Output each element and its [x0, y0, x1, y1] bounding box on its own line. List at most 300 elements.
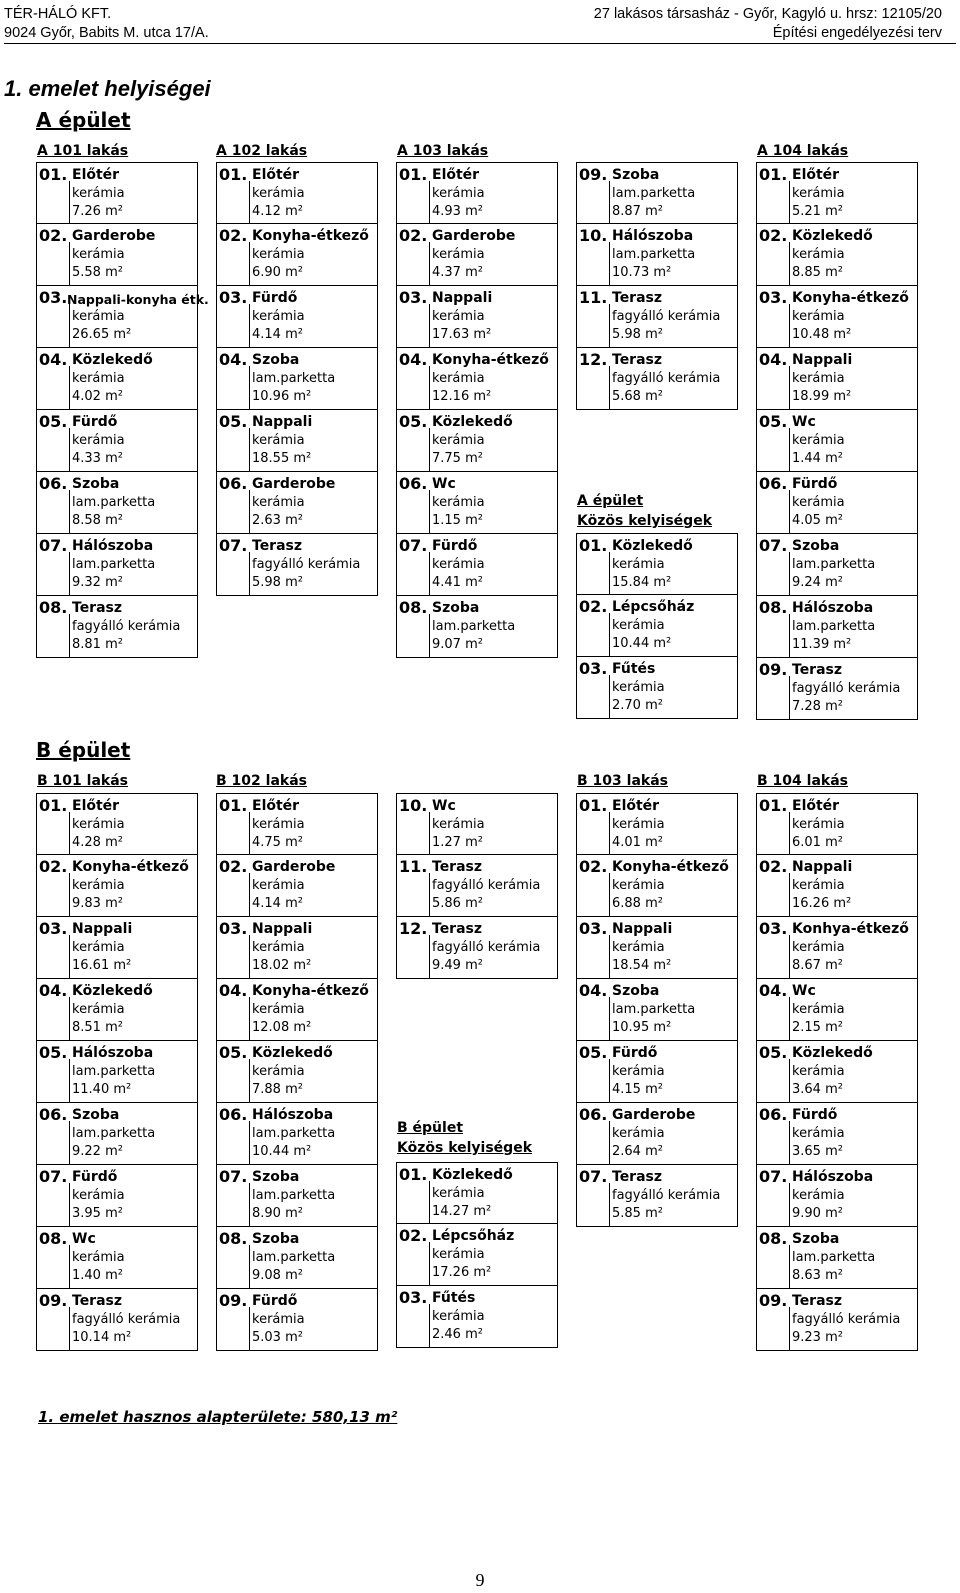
room-area: 4.28 m²	[72, 835, 123, 850]
room-name: Közlekedő	[72, 352, 153, 368]
room-area: 4.14 m²	[252, 896, 303, 911]
apartment-title: B 104 lakás	[757, 773, 848, 789]
room-name: Közlekedő	[252, 1045, 333, 1061]
room-number: 03.	[219, 919, 248, 938]
room-floor-material: kerámia	[792, 878, 845, 893]
room-area: 7.88 m²	[252, 1082, 303, 1097]
room-number: 05.	[39, 1043, 68, 1062]
room-floor-material: lam.parketta	[72, 1064, 156, 1079]
room-table-a-common	[576, 533, 738, 719]
room-area: 7.28 m²	[792, 699, 843, 714]
room-floor-material: fagyálló kerámia	[432, 940, 541, 955]
room-name: Közlekedő	[432, 1167, 513, 1183]
cell-divider	[789, 1183, 790, 1226]
room-name: Terasz	[792, 662, 843, 678]
room-area: 5.58 m²	[72, 265, 123, 280]
room-name: Előtér	[252, 798, 300, 814]
cell-divider	[429, 873, 430, 916]
room-number: 08.	[759, 1229, 788, 1248]
cell-divider	[69, 552, 70, 595]
room-area: 4.14 m²	[252, 327, 303, 342]
room-entry	[577, 979, 737, 1041]
cell-divider	[429, 1242, 430, 1285]
room-number: 08.	[759, 598, 788, 617]
building-b-title: B épület	[36, 738, 131, 762]
room-number: 03.	[39, 288, 68, 307]
cell-divider	[249, 1245, 250, 1288]
cell-divider	[609, 1059, 610, 1102]
room-name: Fűtés	[432, 1290, 476, 1306]
room-area: 1.15 m²	[432, 513, 483, 528]
room-number: 02.	[399, 226, 428, 245]
room-area: 5.98 m²	[252, 575, 303, 590]
room-number: 09.	[219, 1291, 248, 1310]
room-floor-material: kerámia	[252, 1312, 305, 1327]
room-number: 02.	[219, 857, 248, 876]
room-floor-material: kerámia	[252, 1064, 305, 1079]
cell-divider	[789, 997, 790, 1040]
room-name: Terasz	[612, 352, 663, 368]
room-number: 03.	[399, 288, 428, 307]
room-entry	[757, 658, 917, 720]
room-entry	[757, 917, 917, 979]
room-entry	[397, 1224, 557, 1286]
room-name: Fürdő	[252, 1293, 298, 1309]
room-entry	[217, 1227, 377, 1289]
room-entry	[757, 1041, 917, 1103]
cell-divider	[789, 366, 790, 409]
room-name: Terasz	[432, 921, 483, 937]
room-floor-material: lam.parketta	[72, 495, 156, 510]
room-entry	[37, 979, 197, 1041]
room-number: 04.	[219, 981, 248, 1000]
room-floor-material: fagyálló kerámia	[792, 681, 901, 696]
room-name: Nappali	[792, 859, 853, 875]
room-floor-material: lam.parketta	[792, 1250, 876, 1265]
cell-divider	[69, 1245, 70, 1288]
room-entry	[397, 286, 557, 348]
cell-divider	[609, 1121, 610, 1164]
room-area: 2.64 m²	[612, 1144, 663, 1159]
room-entry	[37, 917, 197, 979]
room-area: 2.70 m²	[612, 698, 663, 713]
room-name: Szoba	[792, 1231, 840, 1247]
room-entry	[217, 793, 377, 855]
room-number: 02.	[39, 226, 68, 245]
floor-title: 1. emelet helyiségei	[4, 76, 211, 101]
room-floor-material: lam.parketta	[612, 247, 696, 262]
apartment-title: A 102 lakás	[216, 143, 308, 159]
room-floor-material: fagyálló kerámia	[792, 1312, 901, 1327]
room-entry	[577, 224, 737, 286]
room-area: 4.15 m²	[612, 1082, 663, 1097]
room-number: 12.	[399, 919, 428, 938]
room-name: Hálószoba	[72, 538, 154, 554]
room-number: 08.	[399, 598, 428, 617]
room-area: 18.02 m²	[252, 958, 312, 973]
room-floor-material: fagyálló kerámia	[612, 309, 721, 324]
room-floor-material: fagyálló kerámia	[252, 557, 361, 572]
room-area: 4.37 m²	[432, 265, 483, 280]
cell-divider	[429, 812, 430, 854]
room-number: 09.	[759, 660, 788, 679]
apartment-title: B 103 lakás	[577, 773, 668, 789]
room-floor-material: kerámia	[432, 495, 485, 510]
room-number: 01.	[759, 796, 788, 815]
room-area: 16.26 m²	[792, 896, 852, 911]
room-name: Szoba	[252, 1169, 300, 1185]
room-name: Előtér	[72, 798, 120, 814]
room-area: 10.96 m²	[252, 389, 312, 404]
room-entry	[757, 793, 917, 855]
room-area: 16.61 m²	[72, 958, 132, 973]
room-floor-material: kerámia	[432, 186, 485, 201]
room-entry	[37, 534, 197, 596]
room-area: 9.08 m²	[252, 1268, 303, 1283]
room-number: 02.	[579, 857, 608, 876]
building-b-common-label	[397, 1118, 532, 1158]
cell-divider	[69, 490, 70, 533]
room-floor-material: kerámia	[612, 940, 665, 955]
cell-divider	[429, 242, 430, 285]
cell-divider	[249, 304, 250, 347]
room-name: Nappali	[252, 414, 313, 430]
apartment-title: A 104 lakás	[757, 143, 849, 159]
room-floor-material: kerámia	[252, 495, 305, 510]
room-number: 01.	[399, 165, 428, 184]
cell-divider	[609, 675, 610, 718]
room-entry	[577, 286, 737, 348]
room-floor-material: lam.parketta	[612, 1002, 696, 1017]
room-floor-material: kerámia	[792, 1126, 845, 1141]
room-area: 1.40 m²	[72, 1268, 123, 1283]
room-area: 5.03 m²	[252, 1330, 303, 1345]
room-area: 9.83 m²	[72, 896, 123, 911]
room-number: 05.	[39, 412, 68, 431]
room-area: 1.44 m²	[792, 451, 843, 466]
header-rule	[4, 43, 956, 44]
cell-divider	[69, 614, 70, 657]
room-floor-material: kerámia	[792, 433, 845, 448]
room-floor-material: lam.parketta	[72, 1126, 156, 1141]
room-table-b102-cont	[396, 793, 558, 979]
room-name: Szoba	[72, 1107, 120, 1123]
room-number: 01.	[39, 165, 68, 184]
cell-divider	[69, 1307, 70, 1350]
room-name: Fürdő	[72, 1169, 118, 1185]
room-name: Hálószoba	[612, 228, 694, 244]
cell-divider	[429, 366, 430, 409]
room-number: 05.	[759, 412, 788, 431]
room-area: 8.67 m²	[792, 958, 843, 973]
room-entry	[757, 534, 917, 596]
room-entry	[37, 596, 197, 658]
room-number: 03.	[399, 1288, 428, 1307]
room-area: 3.64 m²	[792, 1082, 843, 1097]
room-name: Közlekedő	[72, 983, 153, 999]
room-entry	[37, 410, 197, 472]
room-entry	[577, 657, 737, 719]
room-table-b104	[756, 793, 918, 1351]
cell-divider	[609, 613, 610, 656]
room-area: 10.95 m²	[612, 1020, 672, 1035]
room-entry	[217, 348, 377, 410]
room-floor-material: kerámia	[252, 309, 305, 324]
room-name: Nappali	[792, 352, 853, 368]
room-entry	[397, 855, 557, 917]
room-name: Wc	[792, 983, 816, 999]
room-floor-material: kerámia	[72, 1250, 125, 1265]
room-entry	[757, 472, 917, 534]
room-number: 12.	[579, 350, 608, 369]
room-number: 07.	[39, 1167, 68, 1186]
room-number: 11.	[399, 857, 428, 876]
room-number: 09.	[39, 1291, 68, 1310]
cell-divider	[249, 812, 250, 854]
room-floor-material: kerámia	[612, 557, 665, 572]
room-floor-material: kerámia	[432, 1186, 485, 1201]
room-floor-material: lam.parketta	[252, 371, 336, 386]
room-entry	[217, 979, 377, 1041]
room-table-a104	[756, 162, 918, 720]
room-entry	[37, 1227, 197, 1289]
room-entry	[37, 286, 209, 348]
room-number: 02.	[39, 857, 68, 876]
cell-divider	[69, 873, 70, 916]
room-number: 01.	[579, 796, 608, 815]
cell-divider	[69, 1121, 70, 1164]
room-area: 11.39 m²	[792, 637, 852, 652]
room-number: 06.	[759, 1105, 788, 1124]
cell-divider	[249, 428, 250, 471]
apartment-title: B 101 lakás	[37, 773, 128, 789]
room-area: 10.73 m²	[612, 265, 672, 280]
cell-divider	[789, 1245, 790, 1288]
room-table-a102	[216, 162, 378, 596]
room-entry	[37, 1165, 197, 1227]
room-name: Szoba	[612, 983, 660, 999]
room-entry	[397, 348, 557, 410]
cell-divider	[249, 997, 250, 1040]
room-floor-material: kerámia	[72, 371, 125, 386]
building-a-common-label	[577, 491, 712, 531]
cell-divider	[609, 1183, 610, 1226]
room-number: 08.	[39, 598, 68, 617]
room-area: 2.46 m²	[432, 1327, 483, 1342]
room-entry	[217, 410, 377, 472]
room-floor-material: kerámia	[612, 680, 665, 695]
room-name: Fürdő	[612, 1045, 658, 1061]
room-floor-material: kerámia	[72, 186, 125, 201]
common-building-name: B épület	[397, 1120, 464, 1136]
cell-divider	[69, 304, 70, 347]
room-floor-material: kerámia	[72, 247, 125, 262]
room-number: 04.	[39, 350, 68, 369]
room-number: 07.	[219, 1167, 248, 1186]
room-floor-material: kerámia	[72, 817, 125, 832]
room-name: Wc	[432, 476, 456, 492]
room-name: Nappali	[252, 921, 313, 937]
page-number: 9	[475, 1570, 485, 1590]
room-entry	[397, 917, 557, 979]
room-entry	[397, 162, 557, 224]
cell-divider	[789, 1121, 790, 1164]
company-name: TÉR-HÁLÓ KFT.	[4, 6, 112, 22]
room-name: Közlekedő	[792, 1045, 873, 1061]
room-number: 02.	[759, 226, 788, 245]
cell-divider	[789, 242, 790, 285]
room-entry	[37, 1041, 197, 1103]
room-entry	[757, 224, 917, 286]
cell-divider	[249, 935, 250, 978]
room-entry	[397, 1162, 557, 1224]
room-table-a103-cont	[576, 162, 738, 410]
room-number: 10.	[579, 226, 608, 245]
room-number: 09.	[759, 1291, 788, 1310]
room-entry	[577, 917, 737, 979]
room-area: 8.63 m²	[792, 1268, 843, 1283]
room-area: 8.87 m²	[612, 204, 663, 219]
room-area: 8.51 m²	[72, 1020, 123, 1035]
room-number: 01.	[219, 796, 248, 815]
cell-divider	[609, 304, 610, 347]
room-floor-material: kerámia	[792, 1002, 845, 1017]
room-floor-material: kerámia	[72, 433, 125, 448]
room-floor-material: kerámia	[72, 878, 125, 893]
room-entry	[577, 595, 737, 657]
room-entry	[37, 348, 197, 410]
room-number: 08.	[39, 1229, 68, 1248]
room-floor-material: kerámia	[792, 1064, 845, 1079]
room-number: 05.	[759, 1043, 788, 1062]
room-number: 01.	[39, 796, 68, 815]
room-number: 04.	[759, 350, 788, 369]
plan-type: Építési engedélyezési terv	[772, 25, 942, 41]
room-entry	[217, 472, 377, 534]
room-area: 18.54 m²	[612, 958, 672, 973]
room-name: Fürdő	[432, 538, 478, 554]
cell-divider	[609, 935, 610, 978]
cell-divider	[789, 552, 790, 595]
room-name: Előtér	[72, 167, 120, 183]
room-number: 02.	[219, 226, 248, 245]
room-number: 06.	[219, 1105, 248, 1124]
room-entry	[217, 1041, 377, 1103]
room-area: 5.98 m²	[612, 327, 663, 342]
room-entry	[577, 855, 737, 917]
room-table-b101	[36, 793, 198, 1351]
room-name: Hálószoba	[792, 1169, 874, 1185]
room-table-b103	[576, 793, 738, 1227]
cell-divider	[789, 181, 790, 223]
room-area: 3.65 m²	[792, 1144, 843, 1159]
room-entry	[37, 162, 197, 224]
room-number: 03.	[579, 919, 608, 938]
room-floor-material: kerámia	[432, 557, 485, 572]
room-number: 06.	[759, 474, 788, 493]
room-floor-material: kerámia	[792, 247, 845, 262]
room-entry	[397, 534, 557, 596]
room-area: 4.02 m²	[72, 389, 123, 404]
room-floor-material: lam.parketta	[72, 557, 156, 572]
cell-divider	[609, 242, 610, 285]
room-number: 02.	[579, 597, 608, 616]
room-area: 26.65 m²	[72, 327, 132, 342]
cell-divider	[429, 428, 430, 471]
room-floor-material: lam.parketta	[252, 1250, 336, 1265]
cell-divider	[429, 490, 430, 533]
room-entry	[757, 286, 917, 348]
room-name: Előtér	[252, 167, 300, 183]
room-floor-material: kerámia	[252, 186, 305, 201]
room-entry	[217, 917, 377, 979]
room-area: 5.21 m²	[792, 204, 843, 219]
room-area: 9.23 m²	[792, 1330, 843, 1345]
room-name: Szoba	[252, 352, 300, 368]
cell-divider	[429, 552, 430, 595]
room-number: 01.	[399, 1165, 428, 1184]
room-number: 06.	[219, 474, 248, 493]
room-name: Hálószoba	[252, 1107, 334, 1123]
room-area: 11.40 m²	[72, 1082, 132, 1097]
room-area: 18.99 m²	[792, 389, 852, 404]
room-floor-material: kerámia	[612, 1064, 665, 1079]
room-entry	[757, 348, 917, 410]
room-entry	[397, 410, 557, 472]
apartment-title: B 102 lakás	[216, 773, 307, 789]
room-entry	[757, 162, 917, 224]
cell-divider	[789, 676, 790, 719]
room-floor-material: kerámia	[792, 371, 845, 386]
room-name: Konyha-étkező	[72, 859, 189, 875]
apartment-title: A 103 lakás	[397, 143, 489, 159]
room-floor-material: kerámia	[612, 1126, 665, 1141]
room-name: Nappali	[612, 921, 673, 937]
room-area: 8.85 m²	[792, 265, 843, 280]
room-area: 5.86 m²	[432, 896, 483, 911]
room-area: 4.75 m²	[252, 835, 303, 850]
room-entry	[757, 855, 917, 917]
room-name: Konyha-étkező	[612, 859, 729, 875]
cell-divider	[789, 1059, 790, 1102]
room-number: 03.	[759, 288, 788, 307]
company-address: 9024 Győr, Babits M. utca 17/A.	[4, 25, 209, 41]
cell-divider	[609, 366, 610, 409]
cell-divider	[69, 1183, 70, 1226]
room-area: 9.49 m²	[432, 958, 483, 973]
apartment-title: A 101 lakás	[37, 143, 129, 159]
room-floor-material: lam.parketta	[612, 186, 696, 201]
cell-divider	[789, 935, 790, 978]
room-name: Wc	[432, 798, 456, 814]
room-floor-material: kerámia	[432, 433, 485, 448]
room-floor-material: kerámia	[792, 186, 845, 201]
room-floor-material: kerámia	[252, 878, 305, 893]
room-floor-material: kerámia	[252, 247, 305, 262]
room-number: 03.	[219, 288, 248, 307]
room-name: Közlekedő	[612, 538, 693, 554]
room-number: 07.	[759, 1167, 788, 1186]
cell-divider	[429, 614, 430, 657]
room-floor-material: fagyálló kerámia	[432, 878, 541, 893]
room-name: Hálószoba	[792, 600, 874, 616]
room-name: Konyha-étkező	[252, 228, 369, 244]
room-area: 18.55 m²	[252, 451, 312, 466]
cell-divider	[69, 242, 70, 285]
room-entry	[217, 286, 377, 348]
room-name: Nappali	[72, 921, 133, 937]
room-number: 03.	[759, 919, 788, 938]
